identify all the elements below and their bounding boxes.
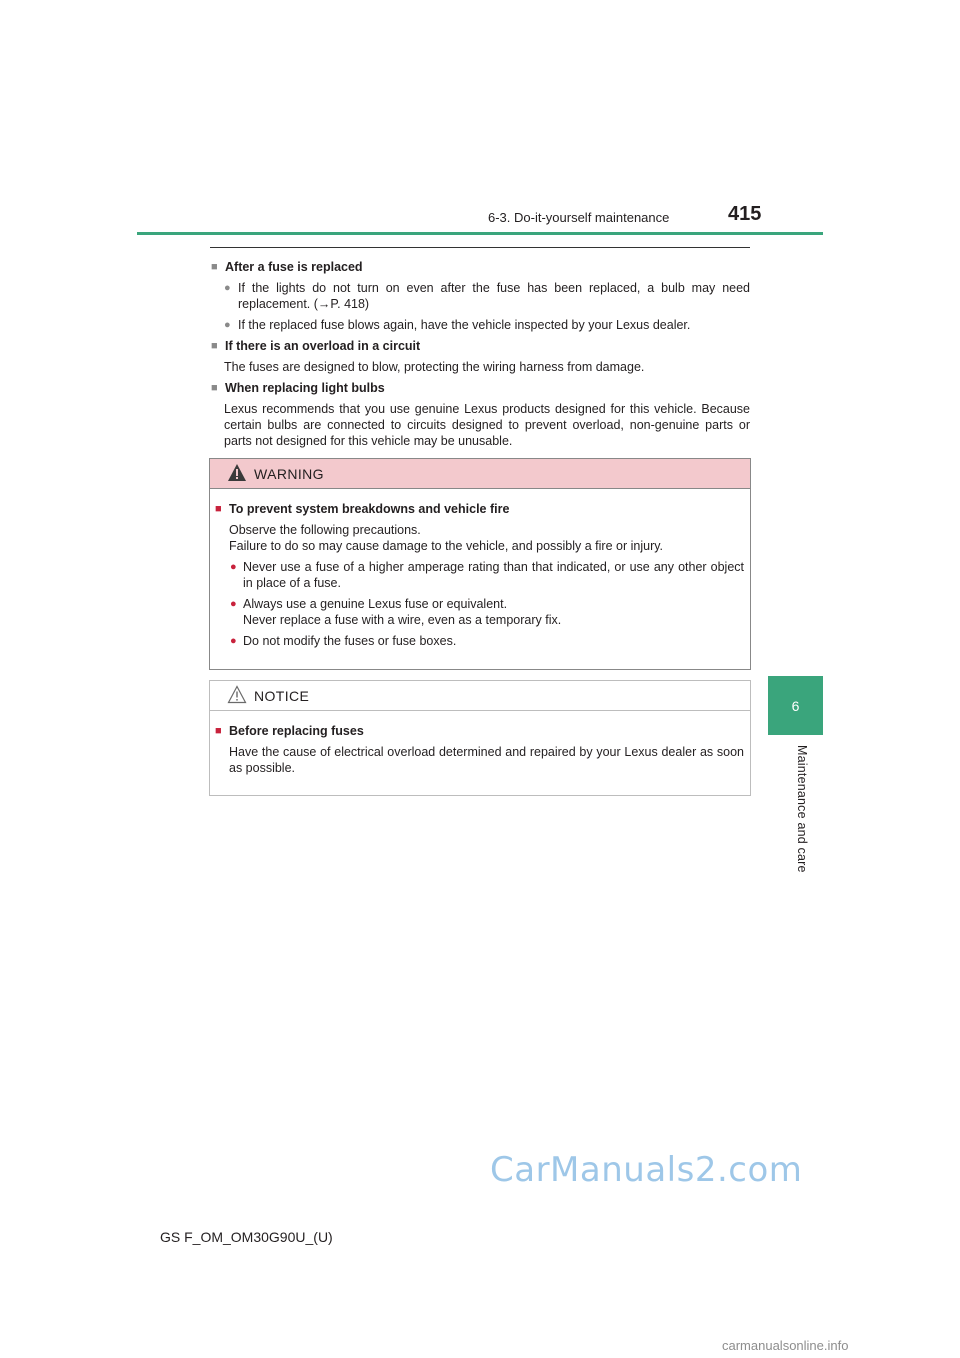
notice-box (209, 680, 751, 796)
watermark: CarManuals2.com (490, 1150, 803, 1190)
warning-box (209, 458, 751, 670)
document-code: GS F_OM_OM30G90U_(U) (160, 1229, 333, 1245)
section-text: The fuses are designed to blow, protecting the wiring harness from damage. (224, 360, 645, 374)
list-item: ● Always use a genuine Lexus fuse or equivalent. Never replace a fuse with a wire, even as a temporary fix. (230, 597, 562, 627)
header-section-title: 6-3. Do-it-yourself maintenance (488, 210, 670, 225)
list-item: ● If the replaced fuse blows again, have the vehicle inspected by your Lexus dealer. (224, 318, 691, 332)
round-bullet-icon: ● (224, 319, 231, 331)
warning-title: WARNING (254, 466, 324, 482)
square-bullet-icon: ■ (211, 340, 218, 352)
section-heading: ■ If there is an overload in a circuit (211, 339, 421, 353)
chapter-number: 6 (791, 697, 800, 714)
header-rule (137, 232, 823, 235)
section-text: Lexus recommends that you use genuine Lexus products designed for this vehicle. Because certain bulbs are connected to circuits designed to prevent overload, non-genuine parts or parts not designed for this vehicle may be unusable. (224, 402, 750, 448)
square-bullet-icon: ■ (211, 261, 218, 273)
list-item: ● If the lights do not turn on even after the fuse has been replaced, a bulb may need replacement. (→P. 418) (224, 281, 750, 311)
warning-header (210, 459, 750, 489)
section-heading: ■ When replacing light bulbs (211, 381, 385, 395)
round-bullet-icon: ● (230, 635, 237, 647)
warning-body (210, 489, 750, 663)
notice-heading: ■ Before replacing fuses (215, 724, 364, 738)
watermark-secondary: carmanualsonline.info (722, 1338, 849, 1353)
warning-intro: Failure to do so may cause damage to the vehicle, and possibly a fire or injury. (229, 539, 664, 553)
warning-heading: ■ To prevent system breakdowns and vehicle fire (215, 502, 510, 516)
section-heading: ■ After a fuse is replaced (211, 260, 363, 274)
list-item: ● Do not modify the fuses or fuse boxes. (230, 634, 457, 648)
round-bullet-icon: ● (230, 598, 237, 610)
list-item: ● Never use a fuse of a higher amperage rating than that indicated, or use any other object in place of a fuse. (230, 560, 744, 590)
main-content (210, 247, 750, 449)
notice-triangle-icon (227, 685, 247, 704)
chapter-tab[interactable] (768, 676, 823, 735)
page-number: 415 (728, 203, 762, 225)
notice-text: Have the cause of electrical overload determined and repaired by your Lexus dealer as soon as possible. (229, 745, 744, 775)
warning-intro: Observe the following precautions. (229, 523, 421, 537)
warning-triangle-icon (227, 463, 247, 482)
notice-header (210, 681, 750, 711)
round-bullet-icon: ● (224, 282, 231, 294)
notice-body (210, 711, 750, 790)
round-bullet-icon: ● (230, 561, 237, 573)
chapter-label: Maintenance and care (795, 745, 809, 873)
square-bullet-icon: ■ (215, 725, 222, 737)
square-bullet-icon: ■ (215, 503, 222, 515)
notice-title: NOTICE (254, 688, 310, 704)
square-bullet-icon: ■ (211, 382, 218, 394)
